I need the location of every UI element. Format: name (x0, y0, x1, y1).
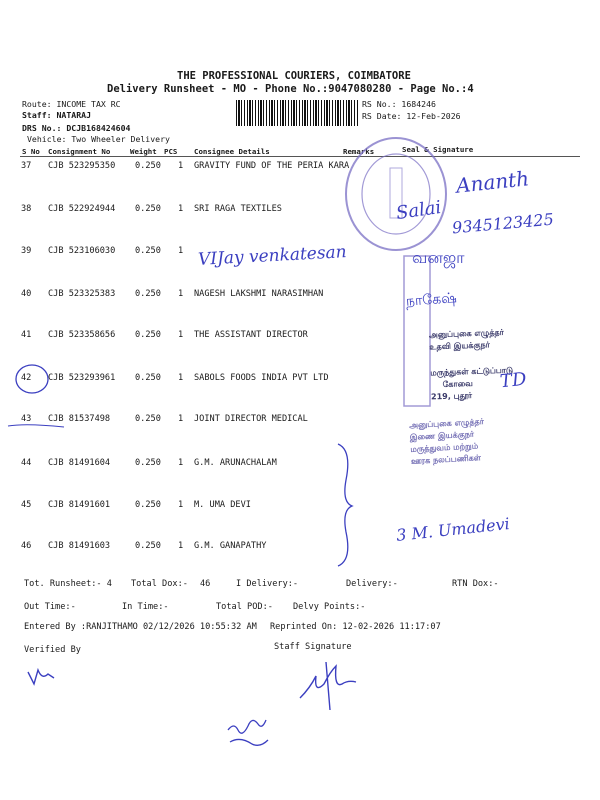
row-pcs: 1 (178, 161, 184, 171)
rs-number: RS No.: 1684246 (362, 99, 436, 109)
row-consignee: GRAVITY FUND OF THE PERIA KARA (194, 161, 350, 171)
stamp-line: அனுப்புகை எழுத்தர் (428, 327, 504, 340)
row-consignment: CJB 523293961 (48, 373, 116, 383)
signature-row39: வனஜா (412, 248, 465, 267)
col-remarks: Remarks (343, 147, 375, 156)
table-row (0, 541, 600, 555)
table-row (0, 458, 600, 472)
row-pcs: 1 (178, 204, 184, 214)
row-consignment: CJB 522924944 (48, 204, 116, 214)
row-consignment: CJB 523295350 (48, 161, 116, 171)
total-pod-label: Total POD:- (216, 602, 273, 612)
row-weight: 0.250 (135, 541, 161, 551)
table-row (0, 500, 600, 514)
col-details: Consignee Details (194, 147, 270, 156)
col-consignment: Consignment No (48, 147, 111, 156)
row-weight: 0.250 (135, 330, 161, 340)
row-consignment: CJB 81491603 (48, 541, 111, 551)
stamp-line: அனுப்புகை எழுத்தர் (408, 417, 485, 430)
total-dox-label: Total Dox:- (131, 579, 188, 589)
rs-date: RS Date: 12-Feb-2026 (362, 111, 461, 121)
total-dox-value: 46 (200, 579, 211, 589)
stamp-line: மருத்துவம் மற்றும் (410, 441, 479, 454)
row-weight: 0.250 (135, 373, 161, 383)
row-sno: 37 (21, 161, 32, 171)
staff-signature-label: Staff Signature (274, 642, 352, 652)
signature-row37: Ananth (454, 166, 531, 198)
signature-row40: நாகேஷ் (405, 290, 458, 310)
staff-label: Staff: NATARAJ (22, 110, 92, 120)
extra-signature (222, 700, 282, 750)
row-weight: 0.250 (135, 289, 161, 299)
stamp-joint-director (409, 416, 486, 468)
col-weight: Weight (130, 147, 157, 156)
row-consignment: CJB 523106030 (48, 246, 116, 256)
row-weight: 0.250 (135, 458, 161, 468)
row-consignment: CJB 81491604 (48, 458, 111, 468)
row-consignee: G.M. GANAPATHY (194, 541, 267, 551)
row-sno: 41 (21, 330, 32, 340)
initials-row41: TD (498, 368, 528, 393)
i-delivery-label: I Delivery:- (236, 579, 299, 589)
row-consignment: CJB 523325383 (48, 289, 116, 299)
row-consignee: THE ASSISTANT DIRECTOR (194, 330, 308, 340)
row-pcs: 1 (178, 289, 184, 299)
handwritten-consignee-row39: VIJay venkatesan (197, 242, 348, 270)
row-consignee: G.M. ARUNACHALAM (194, 458, 277, 468)
signature-row45: 3 M. Umadevi (395, 514, 511, 545)
row-sno: 43 (21, 414, 32, 424)
rtn-dox-label: RTN Dox:- (452, 579, 499, 589)
row-consignee: JOINT DIRECTOR MEDICAL (194, 414, 308, 424)
row-consignee: M. UMA DEVI (194, 500, 251, 510)
row-sno: 45 (21, 500, 32, 510)
company-title: THE PROFESSIONAL COURIERS, COIMBATORE (177, 70, 411, 82)
header-divider (20, 156, 580, 157)
row-weight: 0.250 (135, 246, 161, 256)
in-time-label: In Time:- (122, 602, 169, 612)
stamp-line: கோவை (442, 378, 474, 390)
runsheet-subtitle: Delivery Runsheet - MO - Phone No.:9047080280 - Page No.:4 (107, 83, 474, 95)
row-pcs: 1 (178, 373, 184, 383)
col-seal-signature: Seal & Signature (402, 145, 474, 154)
verified-signature (24, 662, 64, 692)
delivery-label: Delivery:- (346, 579, 398, 589)
row-consignment: CJB 81491601 (48, 500, 111, 510)
entered-by: Entered By :RANJITHAMO 02/12/2026 10:55:32 AM (24, 622, 257, 632)
delvy-points-label: Delvy Points:- (293, 602, 366, 612)
row-consignee: SRI RAGA TEXTILES (194, 204, 282, 214)
stamp-line: மருந்துகள் கட்டுப்பாடு (430, 365, 514, 378)
stamp-line: இணை இயக்குநர் (409, 429, 475, 442)
row-pcs: 1 (178, 246, 184, 256)
row-weight: 0.250 (135, 500, 161, 510)
col-sno: S No (22, 147, 40, 156)
row-sno: 44 (21, 458, 32, 468)
signature-row38-name: Salai (394, 196, 443, 225)
route-label: Route: INCOME TAX RC (22, 99, 121, 109)
out-time-label: Out Time:- (24, 602, 76, 612)
row-weight: 0.250 (135, 414, 161, 424)
row-consignee: SABOLS FOODS INDIA PVT LTD (194, 373, 329, 383)
row-pcs: 1 (178, 500, 184, 510)
row-consignment: CJB 523358656 (48, 330, 116, 340)
table-row (0, 289, 600, 303)
row-pcs: 1 (178, 414, 184, 424)
col-pcs: PCS (164, 147, 178, 156)
table-row (0, 414, 600, 428)
reprinted-on: Reprinted On: 12-02-2026 11:17:07 (270, 622, 441, 632)
signature-row38-phone: 9345123425 (451, 209, 555, 238)
row-weight: 0.250 (135, 204, 161, 214)
row-consignee: NAGESH LAKSHMI NARASIMHAN (194, 289, 324, 299)
stamp-line: 219, புதூர் (430, 390, 473, 402)
row-sno: 46 (21, 541, 32, 551)
row-sno: 39 (21, 246, 32, 256)
barcode (236, 100, 358, 126)
vehicle-label: Vehicle: Two Wheeler Delivery (27, 134, 170, 144)
row-pcs: 1 (178, 458, 184, 468)
row-pcs: 1 (178, 330, 184, 340)
row-sno: 40 (21, 289, 32, 299)
row-sno: 38 (21, 204, 32, 214)
row-weight: 0.250 (135, 161, 161, 171)
verified-by-label: Verified By (24, 645, 81, 655)
row-consignment: CJB 81537498 (48, 414, 111, 424)
staff-signature (296, 658, 366, 718)
stamp-line: ஊரக நலப்பணிகள் (410, 453, 482, 466)
drs-number: DRS No.: DCJB168424604 (22, 123, 131, 133)
tot-runsheet: Tot. Runsheet:- 4 (24, 579, 112, 589)
row-pcs: 1 (178, 541, 184, 551)
stamp-line: உதவி இயக்குநர் (429, 340, 490, 352)
row-sno: 42 (21, 373, 32, 383)
